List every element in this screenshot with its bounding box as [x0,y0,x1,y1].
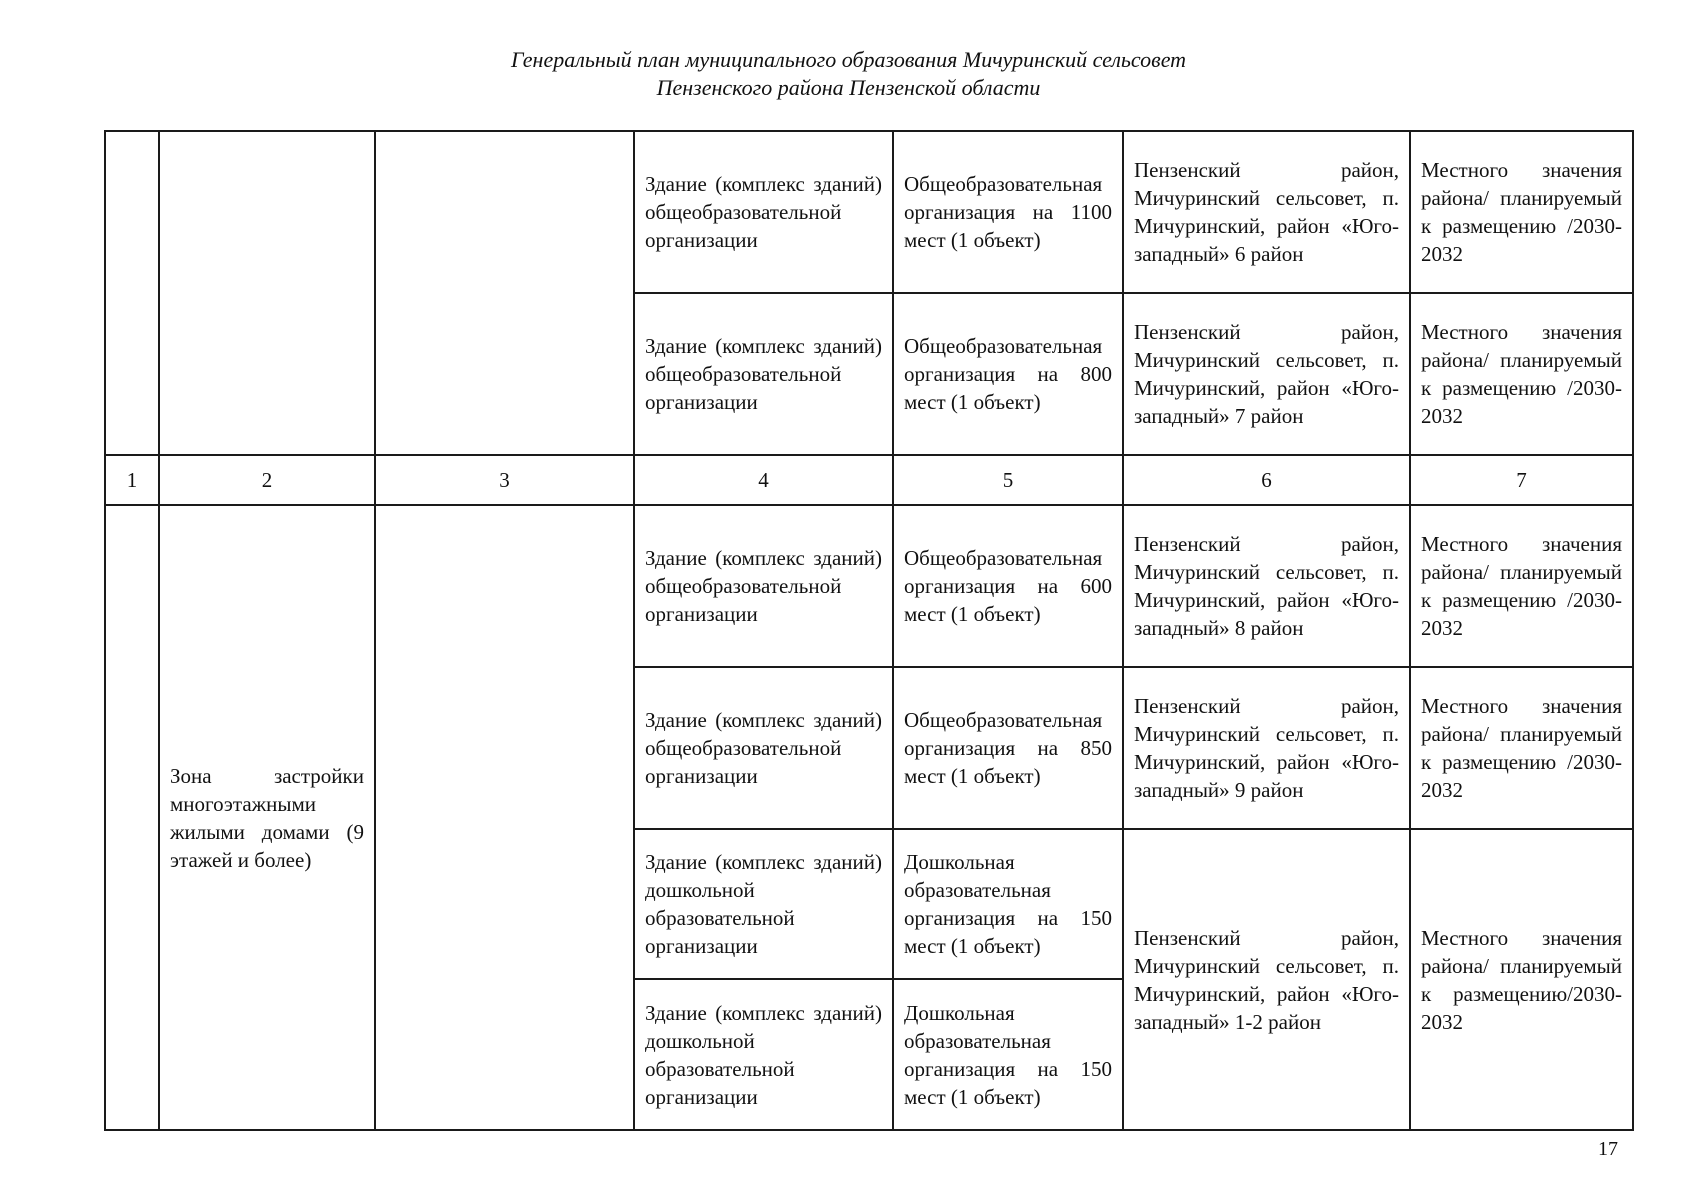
cell-status-merged: Местного значения района/ планируемый к размещению/2030-2032 [1410,829,1633,1130]
table-row [105,131,1633,293]
header-line-2: Пензенского района Пензенской области [656,75,1041,100]
cell-object: Здание (комплекс зданий) дошкольной образовательной организации [634,829,893,979]
cell-location: Пензенский район, Мичуринский сельсовет, п. Мичуринский, район «Юго-западный» 6 район [1123,131,1410,293]
cell-purpose: Общеобразовательная организация на 1100 мест (1 объект) [893,131,1123,293]
column-number: 6 [1123,455,1410,505]
cell-status: Местного значения района/ планируемый к размещению /2030-2032 [1410,293,1633,455]
facilities-table [104,130,1634,1131]
table-row [105,505,1633,667]
header-line-1: Генеральный план муниципального образования Мичуринский сельсовет [510,47,1187,72]
cell-empty [105,131,159,455]
cell-purpose: Дошкольная образовательная организация на 150 мест (1 объект) [893,979,1123,1130]
document-header [0,46,1697,102]
column-number: 7 [1410,455,1633,505]
cell-status: Местного значения района/ планируемый к размещению /2030-2032 [1410,131,1633,293]
cell-object: Здание (комплекс зданий) общеобразовательной организации [634,667,893,829]
column-number-row [105,455,1633,505]
cell-purpose: Дошкольная образовательная организация на 150 мест (1 объект) [893,829,1123,979]
cell-object: Здание (комплекс зданий) общеобразовательной организации [634,131,893,293]
cell-empty [375,131,634,455]
cell-object: Здание (комплекс зданий) дошкольной образовательной организации [634,979,893,1130]
cell-empty [105,505,159,1130]
cell-status: Местного значения района/ планируемый к размещению /2030-2032 [1410,667,1633,829]
cell-purpose: Общеобразовательная организация на 600 мест (1 объект) [893,505,1123,667]
cell-empty [375,505,634,1130]
cell-status: Местного значения района/ планируемый к размещению /2030-2032 [1410,505,1633,667]
cell-location-merged: Пензенский район, Мичуринский сельсовет, п. Мичуринский, район «Юго-западный» 1-2 район [1123,829,1410,1130]
cell-object: Здание (комплекс зданий) общеобразовательной организации [634,505,893,667]
cell-zone: Зона застройки многоэтажными жилыми домами (9 этажей и более) [159,505,375,1130]
cell-object: Здание (комплекс зданий) общеобразовательной организации [634,293,893,455]
column-number: 1 [105,455,159,505]
cell-purpose: Общеобразовательная организация на 800 мест (1 объект) [893,293,1123,455]
column-number: 3 [375,455,634,505]
cell-purpose: Общеобразовательная организация на 850 мест (1 объект) [893,667,1123,829]
column-number: 4 [634,455,893,505]
column-number: 5 [893,455,1123,505]
cell-location: Пензенский район, Мичуринский сельсовет, п. Мичуринский, район «Юго-западный» 8 район [1123,505,1410,667]
column-number: 2 [159,455,375,505]
cell-location: Пензенский район, Мичуринский сельсовет, п. Мичуринский, район «Юго-западный» 9 район [1123,667,1410,829]
cell-empty [159,131,375,455]
page-number: 17 [1598,1138,1618,1160]
cell-location: Пензенский район, Мичуринский сельсовет, п. Мичуринский, район «Юго-западный» 7 район [1123,293,1410,455]
